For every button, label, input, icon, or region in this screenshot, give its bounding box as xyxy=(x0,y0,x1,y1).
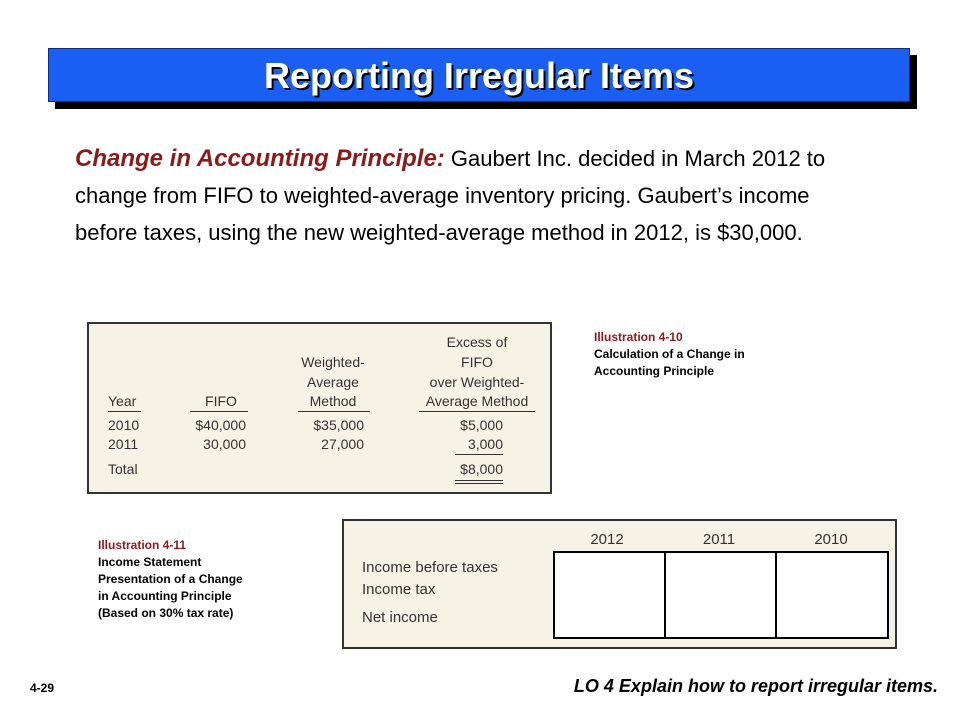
fifo-comparison-table xyxy=(87,322,552,494)
slide-title: Reporting Irregular Items xyxy=(263,55,695,96)
answer-boxes xyxy=(553,551,889,639)
total-double-underline-2 xyxy=(455,483,503,484)
total-label: Total xyxy=(108,461,138,477)
title-banner xyxy=(48,48,910,102)
illustration-4-11-caption-line4: (Based on 30% tax rate) xyxy=(98,606,234,620)
intro-heading: Change in Accounting Principle: xyxy=(75,145,445,172)
row-label-income-before-taxes: Income before taxes xyxy=(362,559,498,576)
row-2011-fifo: 30,000 xyxy=(203,436,246,452)
row-2010-year: 2010 xyxy=(108,417,140,433)
box-divider-1 xyxy=(664,553,666,637)
header-wa-line3: Method xyxy=(309,393,357,409)
year-underline xyxy=(108,411,141,412)
row-2011-year: 2011 xyxy=(108,436,139,452)
illustration-4-11-caption-line1: Income Statement xyxy=(98,555,202,569)
excess-underline xyxy=(419,411,535,412)
illustration-4-11-number: Illustration 4-11 xyxy=(98,538,187,552)
illustration-4-10-number: Illustration 4-10 xyxy=(594,330,683,344)
row-2011-excess: 3,000 xyxy=(467,436,503,452)
row-2010-fifo: $40,000 xyxy=(195,417,246,433)
row-label-net-income: Net income xyxy=(362,609,438,626)
header-fifo: FIFO xyxy=(205,393,237,409)
learning-objective: LO 4 Explain how to report irregular items. xyxy=(573,676,938,696)
illustration-4-10-caption xyxy=(594,329,745,380)
box-divider-2 xyxy=(775,553,777,637)
row-2011-wa: 27,000 xyxy=(321,436,364,452)
illustration-4-11-caption-line2: Presentation of a Change xyxy=(98,572,243,586)
slide-number: 4-29 xyxy=(30,681,55,695)
illustration-4-10-caption-line2: Accounting Principle xyxy=(594,364,715,378)
intro-body: Gaubert Inc. decided in March 2012 to change from FIFO to weighted-average inventory pricing. Gaubert’s income before taxes, using the new weighted-average method in 2012, is $30,000. xyxy=(75,146,826,245)
header-year: Year xyxy=(108,393,137,409)
year-header-2011: 2011 xyxy=(702,531,736,548)
header-excess-line2: FIFO xyxy=(461,354,493,370)
header-excess-line1: Excess of xyxy=(446,334,508,350)
total-double-underline-1 xyxy=(455,480,503,481)
row-2010-excess: $5,000 xyxy=(460,417,503,433)
header-wa-line1: Weighted- xyxy=(301,354,365,370)
income-statement-table xyxy=(342,519,897,649)
fifo-underline xyxy=(190,411,248,412)
total-excess: $8,000 xyxy=(460,461,503,477)
illustration-4-11-caption xyxy=(98,537,243,622)
illustration-4-11-caption-line3: in Accounting Principle xyxy=(98,589,232,603)
wa-underline xyxy=(298,411,370,412)
header-excess-line3: over Weighted- xyxy=(429,374,525,390)
row-label-income-tax: Income tax xyxy=(362,581,436,598)
header-wa-line2: Average xyxy=(307,374,359,390)
header-excess-line4: Average Method xyxy=(425,393,529,409)
total-underline xyxy=(455,454,503,455)
row-2010-wa: $35,000 xyxy=(313,417,364,433)
illustration-4-10-caption-line1: Calculation of a Change in xyxy=(594,347,745,361)
year-header-2012: 2012 xyxy=(590,531,624,548)
year-header-2010: 2010 xyxy=(814,531,848,548)
intro-paragraph xyxy=(75,140,875,251)
